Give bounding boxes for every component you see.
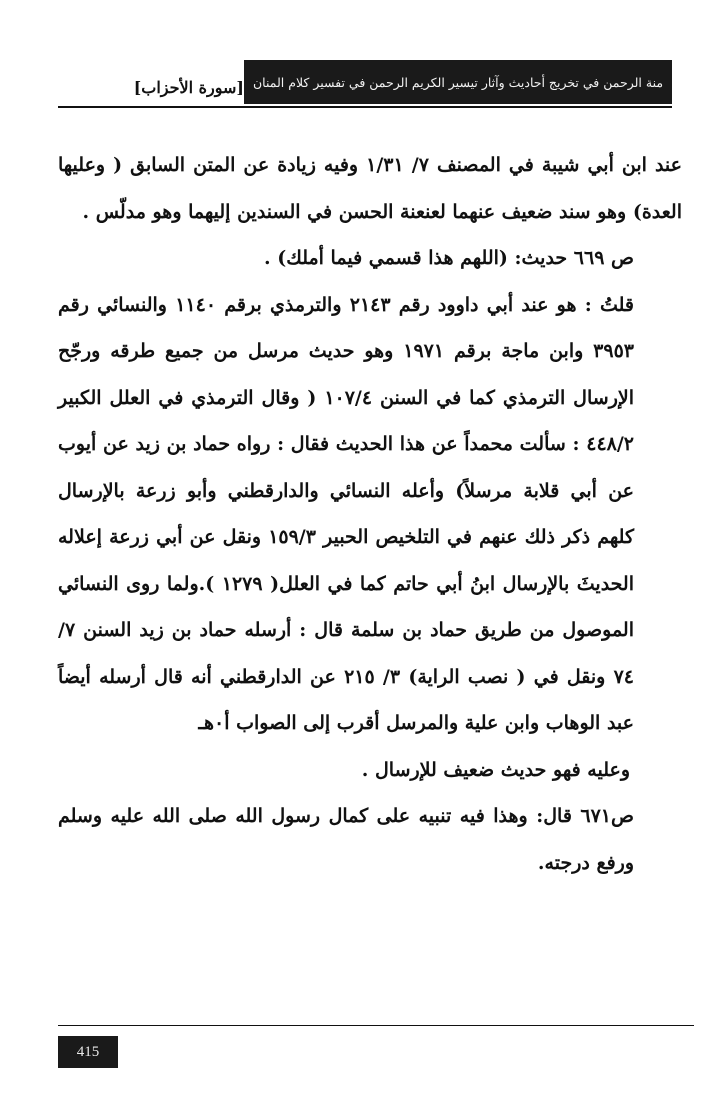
paragraph-2: ص ٦٦٩ حديث: (اللهم هذا قسمي فيما أملك) . xyxy=(263,247,634,269)
paragraph-3: قلتُ : هو عند أبي داوود رقم ٢١٤٣ والترمذي برقم ١١٤٠ والنسائي رقم ٣٩٥٣ وابن ماجة برقم ١٩٧١ وهو حديث مرسل من جميع طرقه ورجّح الإرسال الترمذي كما في السنن ١٠٧/٤ ( وقال الترمذي في العلل الكبير ٤٤٨/٢ : سألت محمداً عن هذا الحديث فقال : رواه حماد بن زيد عن أيوب عن أبي قلابة مرسلاً) وأعله النسائي والدارقطني وأبو زرعة بالإرسال كلهم ذكر ذلك عنهم في التلخيص الحبير ١٥٩/٣ ونقل عن أبي زرعة إعلاله الحديثَ بالإرسال ابنُ أبي حاتم كما في العلل( ١٢٧٩ ).ولما روى النسائي الموصول من طريق حماد بن سلمة قال : أرسله حماد بن زيد السنن ٧/ ٧٤ ونقل في ( نصب الراية) ٣/ ٢١٥ عن الدارقطني أنه قال أرسله أيضاً عبد الوهاب وابن علية والمرسل أقرب إلى الصواب أ٠هـ xyxy=(58,293,635,734)
book-title: منة الرحمن في تخريج أحاديث وآثار تيسير الكريم الرحمن في تفسير كلام المنان xyxy=(252,74,664,90)
surah-label: [سورة الأحزاب] xyxy=(133,78,244,97)
paragraph-5: ص٦٧١ قال: وهذا فيه تنبيه على كمال رسول الله صلى الله عليه وسلم ورفع درجته. xyxy=(58,805,634,874)
paragraph-4: وعليه فهو حديث ضعيف للإرسال . xyxy=(361,758,630,781)
paragraph-1: عند ابن أبي شيبة في المصنف ٧/ ١/٣١ وفيه زيادة عن المتن السابق ( وعليها العدة) وهو سند ضعيف عنهما لعنعنة الحسن في السندين إليهما وهو مدلّس . xyxy=(58,154,682,223)
page-body xyxy=(58,142,682,886)
header-divider xyxy=(58,106,672,108)
footer-divider xyxy=(58,1025,694,1026)
page-number-box xyxy=(58,1036,118,1068)
page-number: 415 xyxy=(76,1043,100,1060)
running-title-bar xyxy=(244,60,672,104)
page-header xyxy=(58,60,672,108)
